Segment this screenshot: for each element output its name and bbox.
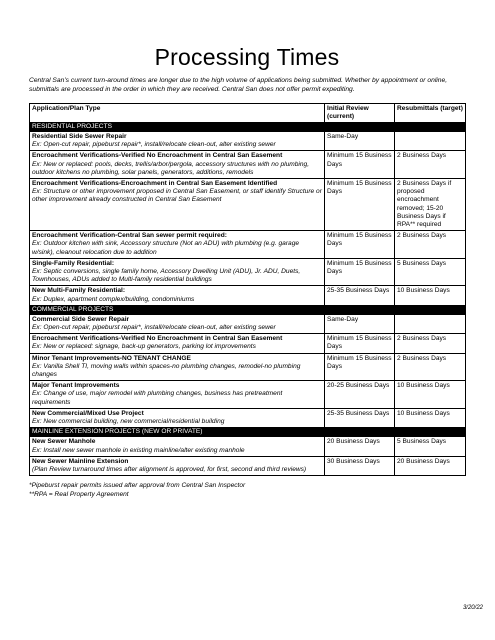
table-row (30, 437, 466, 456)
application-example: Ex: New or replaced: signage, back-up generators, parking lot improvements (32, 343, 256, 351)
application-title: Single-Family Residential: (32, 259, 115, 267)
application-example: Ex: Outdoor kitchen with sink, Accessory structure (Not an ADU) with plumbing (e.g. garage w/sink), cleanout relocation due to addition (32, 240, 300, 256)
application-title: Encroachment Verification-Central San sewer permit required: (32, 232, 227, 240)
table-header-row (30, 103, 466, 122)
table-row (30, 286, 466, 305)
initial-review-cell: 25-35 Business Days (325, 286, 395, 305)
resubmittals-cell: 2 Business Days (395, 151, 466, 179)
resubmittals-cell: 10 Business Days (395, 286, 466, 305)
initial-review-cell: Minimum 15 Business Days (325, 179, 395, 231)
application-example: (Plan Review turnaround times after alignment is approved, for first, second and third reviews) (32, 465, 307, 473)
application-type-cell (30, 408, 325, 427)
section-title: COMMERCIAL PROJECTS (30, 305, 466, 314)
initial-review-cell: 20 Business Days (325, 437, 395, 456)
section-header-row (30, 428, 466, 437)
application-example: Ex: Open-cut repair, pipeburst repair*, install/relocate clean-out, alter existing sewer (32, 141, 276, 149)
application-title: New Sewer Manhole (32, 438, 96, 446)
footnote-pipeburst: *Pipeburst repair permits issued after approval from Central San Inspector (29, 482, 246, 490)
resubmittals-cell: 5 Business Days (395, 437, 466, 456)
application-title: New Commercial/Mixed Use Project (32, 409, 144, 417)
application-type-cell (30, 132, 325, 151)
application-type-cell (30, 258, 325, 286)
section-title: RESIDENTIAL PROJECTS (30, 123, 466, 132)
application-title: Encroachment Verifications-Verified No Encroachment in Central San Easement (32, 335, 283, 343)
intro-paragraph: Central San’s current turn-around times are longer due to the high volume of applications being submitted. Whether by appointment or online, submittals are processed in the order in which they are received. Central San does not offer permit expediting. (29, 77, 448, 93)
initial-review-cell: 25-35 Business Days (325, 408, 395, 427)
table-row (30, 258, 466, 286)
initial-review-cell: Minimum 15 Business Days (325, 353, 395, 381)
application-type-cell (30, 456, 325, 475)
application-example: Ex: New commercial building, new commercial/residential building (32, 418, 225, 426)
initial-review-cell: Same-Day (325, 132, 395, 151)
initial-review-cell: Minimum 15 Business Days (325, 151, 395, 179)
initial-review-cell: 30 Business Days (325, 456, 395, 475)
section-header-row (30, 305, 466, 314)
application-example: Ex: Install new sewer manhole in existing mainline/alter existing manhole (32, 446, 245, 454)
application-title: Encroachment Verifications-Verified No Encroachment in Central San Easement (32, 152, 283, 160)
initial-review-cell: Minimum 15 Business Days (325, 334, 395, 353)
table-row (30, 334, 466, 353)
application-example: Ex: Change of use, major remodel with plumbing changes, business has pretreatment requirements (32, 390, 283, 406)
application-type-cell (30, 314, 325, 333)
footnotes (29, 482, 465, 499)
page-title: Processing Times (154, 44, 340, 70)
header-initial-review: Initial Review (current) (325, 103, 395, 122)
table-row (30, 381, 466, 409)
document-page (29, 44, 465, 499)
application-title: New Sewer Mainline Extension (32, 457, 129, 465)
resubmittals-cell: 2 Business Days (395, 334, 466, 353)
resubmittals-cell: 2 Business Days (395, 353, 466, 381)
initial-review-cell: Minimum 15 Business Days (325, 258, 395, 286)
application-example: Ex: Vanilla Shell TI, moving walls within spaces-no plumbing changes, remodel-no plumbing changes (32, 362, 301, 379)
application-title: New Multi-Family Residential: (32, 287, 126, 295)
application-type-cell (30, 231, 325, 259)
application-title: Minor Tenant Improvements-NO TENANT CHANGE (32, 354, 191, 362)
document-date: 3/20/22 (462, 605, 483, 611)
resubmittals-cell: 2 Business Days (395, 231, 466, 259)
table-row (30, 408, 466, 427)
resubmittals-cell: 20 Business Days (395, 456, 466, 475)
initial-review-cell: Same-Day (325, 314, 395, 333)
resubmittals-cell: 10 Business Days (395, 408, 466, 427)
application-type-cell (30, 353, 325, 381)
application-example: Ex: New or replaced: pools, decks, trellis/arbor/pergola, accessory structures with no plumbing, outdoor kitchens no plumbing, solar panels, generators, additions, remodels (32, 160, 310, 176)
table-row (30, 353, 466, 381)
section-header-row (30, 123, 466, 132)
resubmittals-cell: 5 Business Days (395, 258, 466, 286)
application-title: Residential Side Sewer Repair (32, 133, 127, 140)
application-type-cell (30, 437, 325, 456)
application-example: Ex: Duplex, apartment complex/building, condominiums (32, 295, 195, 303)
processing-times-table (29, 103, 466, 477)
table-row (30, 456, 466, 475)
section-title: MAINLINE EXTENSION PROJECTS (NEW OR PRIVATE) (30, 428, 466, 437)
resubmittals-cell: 2 Business Days if proposed encroachment removed; 15-20 Business Days if RPA** required (395, 179, 466, 231)
header-application-type: Application/Plan Type (30, 103, 325, 122)
table-row (30, 151, 466, 179)
table-row (30, 179, 466, 231)
initial-review-cell: 20-25 Business Days (325, 381, 395, 409)
application-type-cell (30, 381, 325, 409)
application-type-cell (30, 286, 325, 305)
application-title: Commercial Side Sewer Repair (32, 315, 130, 323)
application-example: Ex: Open-cut repair, pipeburst repair*, install/relocate clean-out, alter existing sewer (32, 324, 276, 332)
header-resubmittals: Resubmittals (target) (395, 103, 466, 122)
table-row (30, 231, 466, 259)
table-body (30, 123, 466, 476)
application-type-cell (30, 334, 325, 353)
application-title: Major Tenant Improvements (32, 382, 120, 390)
application-type-cell (30, 179, 325, 231)
application-type-cell (30, 151, 325, 179)
application-title: Encroachment Verifications-Encroachment in Central San Easement Identified (32, 180, 278, 188)
initial-review-cell: Minimum 15 Business Days (325, 231, 395, 259)
table-row (30, 314, 466, 333)
resubmittals-cell: 10 Business Days (395, 381, 466, 409)
resubmittals-cell (395, 132, 466, 151)
table-row (30, 132, 466, 151)
application-example: Ex: Structure or other improvement proposed in Central San Easement, or staff identify Structure or other improvement already constructed in Central San Easement (32, 188, 322, 204)
application-example: Ex: Septic conversions, single family home, Accessory Dwelling Unit (ADU), Jr. ADU, Duets, Townhouses, ADUs added to Multi-family residential buildings (32, 268, 301, 284)
resubmittals-cell (395, 314, 466, 333)
footnote-rpa: **RPA = Real Property Agreement (29, 490, 129, 498)
